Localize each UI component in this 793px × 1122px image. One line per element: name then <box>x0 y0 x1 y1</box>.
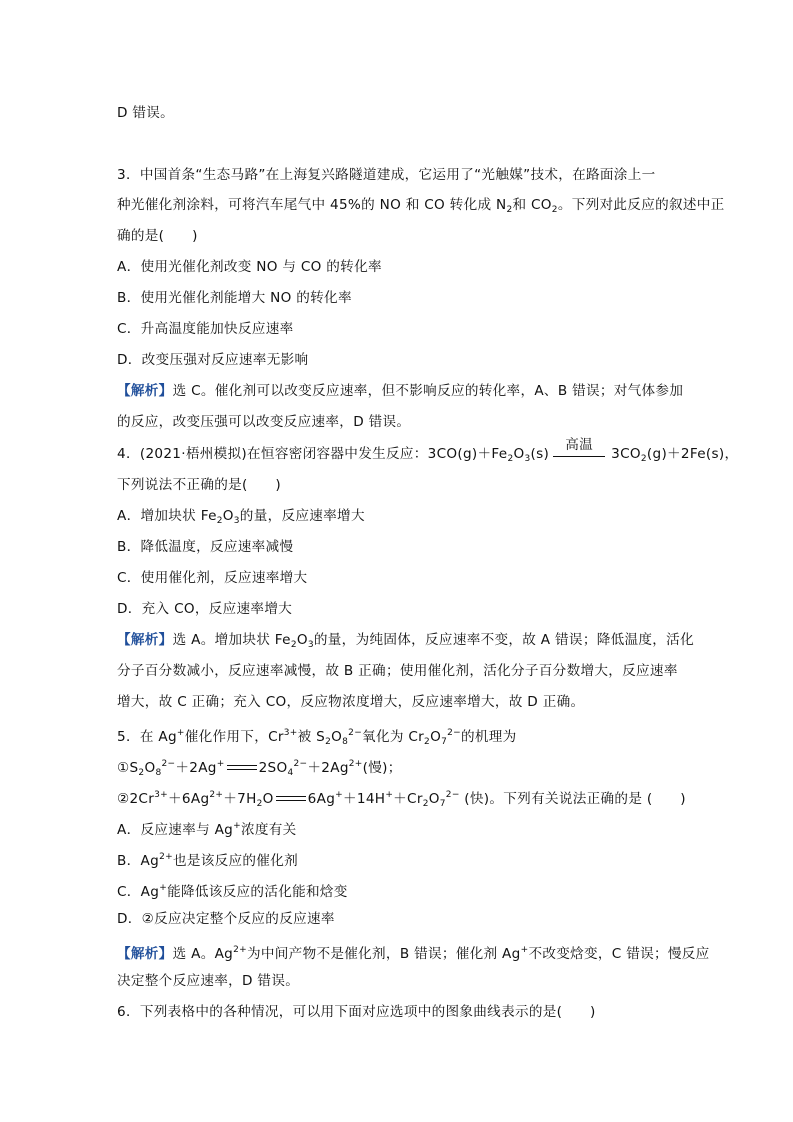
q5-option-c <box>117 878 348 902</box>
superscript: + <box>233 821 241 831</box>
analysis-text: 选 A。增加块状 Fe <box>172 632 291 648</box>
q4-text: O <box>222 508 234 524</box>
subscript: 3 <box>524 454 531 464</box>
equation-text: (快)。下列有关说法正确的是 ( ) <box>459 791 686 807</box>
q4-analysis-line1 <box>117 630 694 655</box>
superscript: 2− <box>293 759 308 769</box>
subscript: 2 <box>325 737 332 747</box>
q5-text: 氧化为 Cr <box>362 729 425 745</box>
q5-text: C．Ag <box>117 884 160 900</box>
superscript: 2+ <box>348 759 363 769</box>
analysis-label: 【解析】 <box>117 946 173 962</box>
superscript: + <box>216 759 225 769</box>
superscript: + <box>176 728 185 738</box>
analysis-text: 为中间产物不是催化剂，B 错误；催化剂 Ag <box>247 946 521 962</box>
superscript: 2− <box>161 759 176 769</box>
q3-stem-text: 种光催化剂涂料，可将汽车尾气中 45%的 NO 和 CO 转化成 N <box>117 197 507 213</box>
q3-option-d: D．改变压强对反应速率无影响 <box>117 352 309 368</box>
q5-option-d: D．②反应决定整个反应的反应速率 <box>117 911 335 927</box>
q5-text: 被 S <box>297 729 326 745</box>
analysis-text: O <box>296 632 308 648</box>
subscript: 8 <box>342 737 349 747</box>
q3-option-a: A．使用光催化剂改变 NO 与 CO 的转化率 <box>117 259 382 275</box>
equation-text: ＋2Ag <box>307 760 349 776</box>
subscript: 2 <box>640 454 647 464</box>
equation-text: 6Ag <box>307 791 336 807</box>
q3-analysis-line1 <box>117 381 683 401</box>
analysis-label: 【解析】 <box>117 383 173 399</box>
q5-analysis-line2: 决定整个反应速率，D 错误。 <box>117 973 300 989</box>
subscript: 2 <box>138 768 145 778</box>
q5-text: 催化作用下，Cr <box>184 729 284 745</box>
q5-text: 也是该反应的催化剂 <box>172 853 298 869</box>
line-d-wrong: D 错误。 <box>117 105 175 121</box>
subscript: 2 <box>422 799 429 809</box>
equals-sign-icon <box>225 763 259 773</box>
q4-text: 4．(2021·梧州模拟)在恒容密闭容器中发生反应：3CO(g)＋Fe <box>117 446 508 462</box>
q5-equation-1 <box>117 754 402 783</box>
q3-stem-line1: 3．中国首条“生态马路”在上海复兴路隧道建成，它运用了“光触媒”技术，在路面涂上一 <box>117 167 656 183</box>
subscript: 2 <box>507 454 514 464</box>
superscript: 2+ <box>209 790 224 800</box>
subscript: 4 <box>287 768 294 778</box>
q4-text: (g)＋2Fe(s)， <box>646 446 739 462</box>
subscript: 8 <box>155 768 162 778</box>
q4-stem-line2: 下列说法不正确的是( ) <box>117 477 282 493</box>
superscript: + <box>335 790 343 800</box>
q5-stem-line1 <box>117 723 517 752</box>
subscript: 2 <box>216 516 223 526</box>
q3-option-c: C．升高温度能加快反应速率 <box>117 321 294 337</box>
q5-text: 的机理为 <box>460 729 517 745</box>
equation-text: 2SO <box>258 760 288 776</box>
equation-text: ＋14H <box>342 791 386 807</box>
q5-equation-2 <box>117 785 686 814</box>
q4-option-d: D．充入 CO，反应速率增大 <box>117 601 293 617</box>
equation-text: ①S <box>117 760 139 776</box>
q5-text: O <box>430 729 442 745</box>
subscript: 2 <box>506 205 513 215</box>
equation-text: ＋2Ag <box>175 760 217 776</box>
q5-option-b <box>117 847 298 871</box>
q3-stem-line2 <box>117 195 725 220</box>
q4-stem-line1 <box>117 437 739 469</box>
q5-option-a <box>117 816 297 840</box>
q4-analysis-line2: 分子百分数减小，反应速率减慢，故 B 正确；使用催化剂，活化分子百分数增大，反应速率 <box>117 663 678 679</box>
q5-text: A．反应速率与 Ag <box>117 822 234 838</box>
equals-sign-icon <box>274 794 308 804</box>
reaction-condition-arrow <box>553 437 605 461</box>
q4-text: O <box>513 446 525 462</box>
q5-text: 能降低该反应的活化能和焓变 <box>167 884 348 900</box>
q5-analysis-line1 <box>117 940 710 964</box>
superscript: 2− <box>348 728 363 738</box>
subscript: 3 <box>233 516 240 526</box>
q4-option-b: B．降低温度，反应速率减慢 <box>117 539 294 555</box>
reaction-bar <box>553 456 605 457</box>
reaction-condition-text: 高温 <box>565 437 594 453</box>
superscript: 2− <box>447 728 461 738</box>
superscript: 2+ <box>159 852 173 862</box>
subscript: 3 <box>307 640 314 650</box>
superscript: + <box>520 945 529 955</box>
q4-option-a <box>117 506 365 531</box>
q4-text: 3CO <box>611 446 641 462</box>
q5-text: 浓度有关 <box>240 822 297 838</box>
analysis-text: 的量，为纯固体，反应速率不变，故 A 错误；降低温度，活化 <box>313 632 694 648</box>
q3-option-b: B．使用光催化剂能增大 NO 的转化率 <box>117 290 352 306</box>
q4-text: 的量，反应速率增大 <box>239 508 365 524</box>
q5-text: 5．在 Ag <box>117 729 177 745</box>
analysis-text: 选 C。催化剂可以改变反应速率，但不影响反应的转化率，A、B 错误；对气体参加 <box>172 383 684 399</box>
subscript: 7 <box>441 737 448 747</box>
superscript: 2+ <box>233 945 247 955</box>
equation-text: ＋7H <box>223 791 257 807</box>
subscript: 2 <box>424 737 431 747</box>
q4-text: (s) <box>530 446 550 462</box>
q4-option-c: C．使用催化剂，反应速率增大 <box>117 570 308 586</box>
superscript: 3+ <box>283 728 298 738</box>
q3-stem-line3: 确的是( ) <box>117 228 198 244</box>
subscript: 2 <box>290 640 297 650</box>
analysis-text: 选 A。Ag <box>172 946 234 962</box>
subscript: 7 <box>439 799 446 809</box>
equation-text: O <box>262 791 274 807</box>
q5-text: B．Ag <box>117 853 160 869</box>
q5-text: O <box>331 729 343 745</box>
equation-text: ＋6Ag <box>168 791 210 807</box>
equation-text: O <box>428 791 440 807</box>
subscript: 2 <box>256 799 263 809</box>
subscript: 2 <box>551 205 558 215</box>
equation-text: ＋Cr <box>393 791 423 807</box>
superscript: 2− <box>445 790 460 800</box>
equation-text: (慢)； <box>362 760 402 776</box>
q4-analysis-line3: 增大，故 C 正确；充入 CO，反应物浓度增大，反应速率增大，故 D 正确。 <box>117 694 585 710</box>
superscript: + <box>159 883 168 893</box>
q3-stem-text: 和 CO <box>512 197 552 213</box>
analysis-text: 不改变焓变，C 错误；慢反应 <box>528 946 710 962</box>
superscript: 3+ <box>154 790 168 800</box>
superscript: + <box>385 790 394 800</box>
q6-stem: 6．下列表格中的各种情况，可以用下面对应选项中的图象曲线表示的是( ) <box>117 1004 596 1020</box>
q3-stem-text: 。下列对此反应的叙述中正 <box>557 197 725 213</box>
equation-text: ②2Cr <box>117 791 155 807</box>
analysis-label: 【解析】 <box>117 632 173 648</box>
q3-analysis-line2: 的反应，改变压强可以改变反应速率，D 错误。 <box>117 414 411 430</box>
q4-text: A．增加块状 Fe <box>117 508 217 524</box>
equation-text: O <box>144 760 156 776</box>
